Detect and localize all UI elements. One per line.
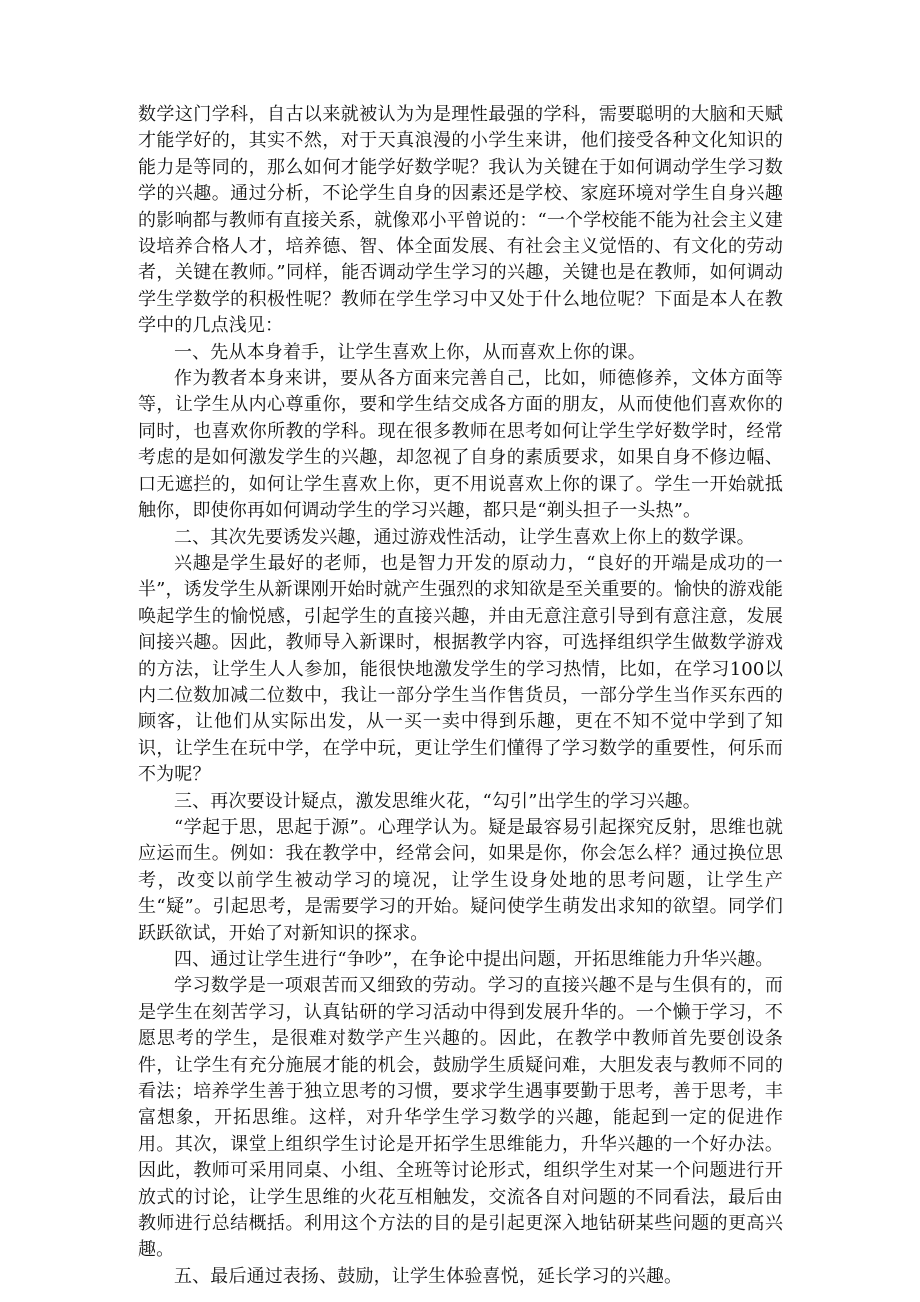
section-heading-2: 二、其次先要诱发兴趣，通过游戏性活动，让学生喜欢上你上的数学课。 (174, 526, 755, 548)
section-heading-3: 三、再次要设计疑点，激发思维火花，“勾引”出学生的学习兴趣。 (174, 790, 701, 812)
body-paragraph: 作为教者本身来讲，要从各方面来完善自己，比如，师德修养，文体方面等等，让学生从内心尊重你，要和学生结交成各方面的朋友，从而使他们喜欢你的同时，也喜欢你所教的学科。现在很多教师在思考如何让学生学好数学时，经常考虑的是如何激发学生的兴趣，却忽视了自身的素质要求，如果自身不修边幅、口无遮拦的，如何让学生喜欢上你，更不用说喜欢上你的课了。学生一开始就抵触你，即使你再如何调动学生的学习兴趣，都只是“剃头担子一头热”。 (138, 368, 783, 522)
section-heading-1: 一、先从本身着手，让学生喜欢上你，从而喜欢上你的课。 (174, 341, 646, 363)
body-paragraph: 学习数学是一项艰苦而又细致的劳动。学习的直接兴趣不是与生俱有的，而是学生在刻苦学习，认真钻研的学习活动中得到发展升华的。一个懒于学习，不愿思考的学生，是很难对数学产生兴趣的。因此，在教学中教师首先要创设条件，让学生有充分施展才能的机会，鼓励学生质疑问难，大胆发表与教师不同的看法；培养学生善于独立思考的习惯，要求学生遇事要勤于思考，善于思考，丰富想象，开拓思维。这样，对升华学生学习数学的兴趣，能起到一定的促进作用。其次，课堂上组织学生讨论是开拓学生思维能力，升华兴趣的一个好办法。因此，教师可采用同桌、小组、全班等讨论形式，组织学生对某一个问题进行开放式的讨论，让学生思维的火花互相触发，交流各自对问题的不同看法，最后由教师进行总结概括。利用这个方法的目的是引起更深入地钻研某些问题的更高兴趣。 (138, 975, 783, 1261)
body-paragraph: “学起于思，思起于源”。心理学认为。疑是最容易引起探究反射，思维也就应运而生。例如：我在教学中，经常会问，如果是你，你会怎么样？通过换位思考，改变以前学生被动学习的境况，让学生设身处地的思考问题，让学生产生“疑”。引起思考，是需要学习的开始。疑问使学生萌发出求知的欲望。同学们跃跃欲试，开始了对新知识的探求。 (138, 816, 783, 944)
document-body (138, 102, 783, 1290)
body-paragraph: 兴趣是学生最好的老师，也是智力开发的原动力，“良好的开端是成功的一半”，诱发学生从新课刚开始时就产生强烈的求知欲是至关重要的。愉快的游戏能唤起学生的愉悦感，引起学生的直接兴趣，并由无意注意引导到有意注意，发展间接兴趣。因此，教师导入新课时，根据教学内容，可选择组织学生做数学游戏的方法，让学生人人参加，能很快地激发学生的学习热情，比如，在学习100以内二位数加减二位数中，我让一部分学生当作售货员，一部分学生当作买东西的顾客，让他们从实际出发，从一买一卖中得到乐趣，更在不知不觉中学到了知识，让学生在玩中学，在学中玩，更让学生们懂得了学习数学的重要性，何乐而不为呢？ (138, 552, 783, 786)
section-heading-5: 五、最后通过表扬、鼓励，让学生体验喜悦，延长学习的兴趣。 (174, 1265, 683, 1287)
intro-paragraph: 数学这门学科，自古以来就被认为为是理性最强的学科，需要聪明的大脑和天赋才能学好的，其实不然，对于天真浪漫的小学生来讲，他们接受各种文化知识的能力是等同的，那么如何才能学好数学呢？我认为关键在于如何调动学生学习数学的兴趣。通过分析，不论学生自身的因素还是学校、家庭环境对学生自身兴趣的影响都与教师有直接关系，就像邓小平曾说的：“一个学校能不能为社会主义建设培养合格人才，培养德、智、体全面发展、有社会主义觉悟的、有文化的劳动者，关键在教师。”同样，能否调动学生学习的兴趣，关键也是在教师，如何调动学生学数学的积极性呢？教师在学生学习中又处于什么地位呢？下面是本人在教学中的几点浅见： (138, 104, 783, 337)
section-heading-4: 四、通过让学生进行“争吵”，在争论中提出问题，开拓思维能力升华兴趣。 (174, 949, 774, 970)
